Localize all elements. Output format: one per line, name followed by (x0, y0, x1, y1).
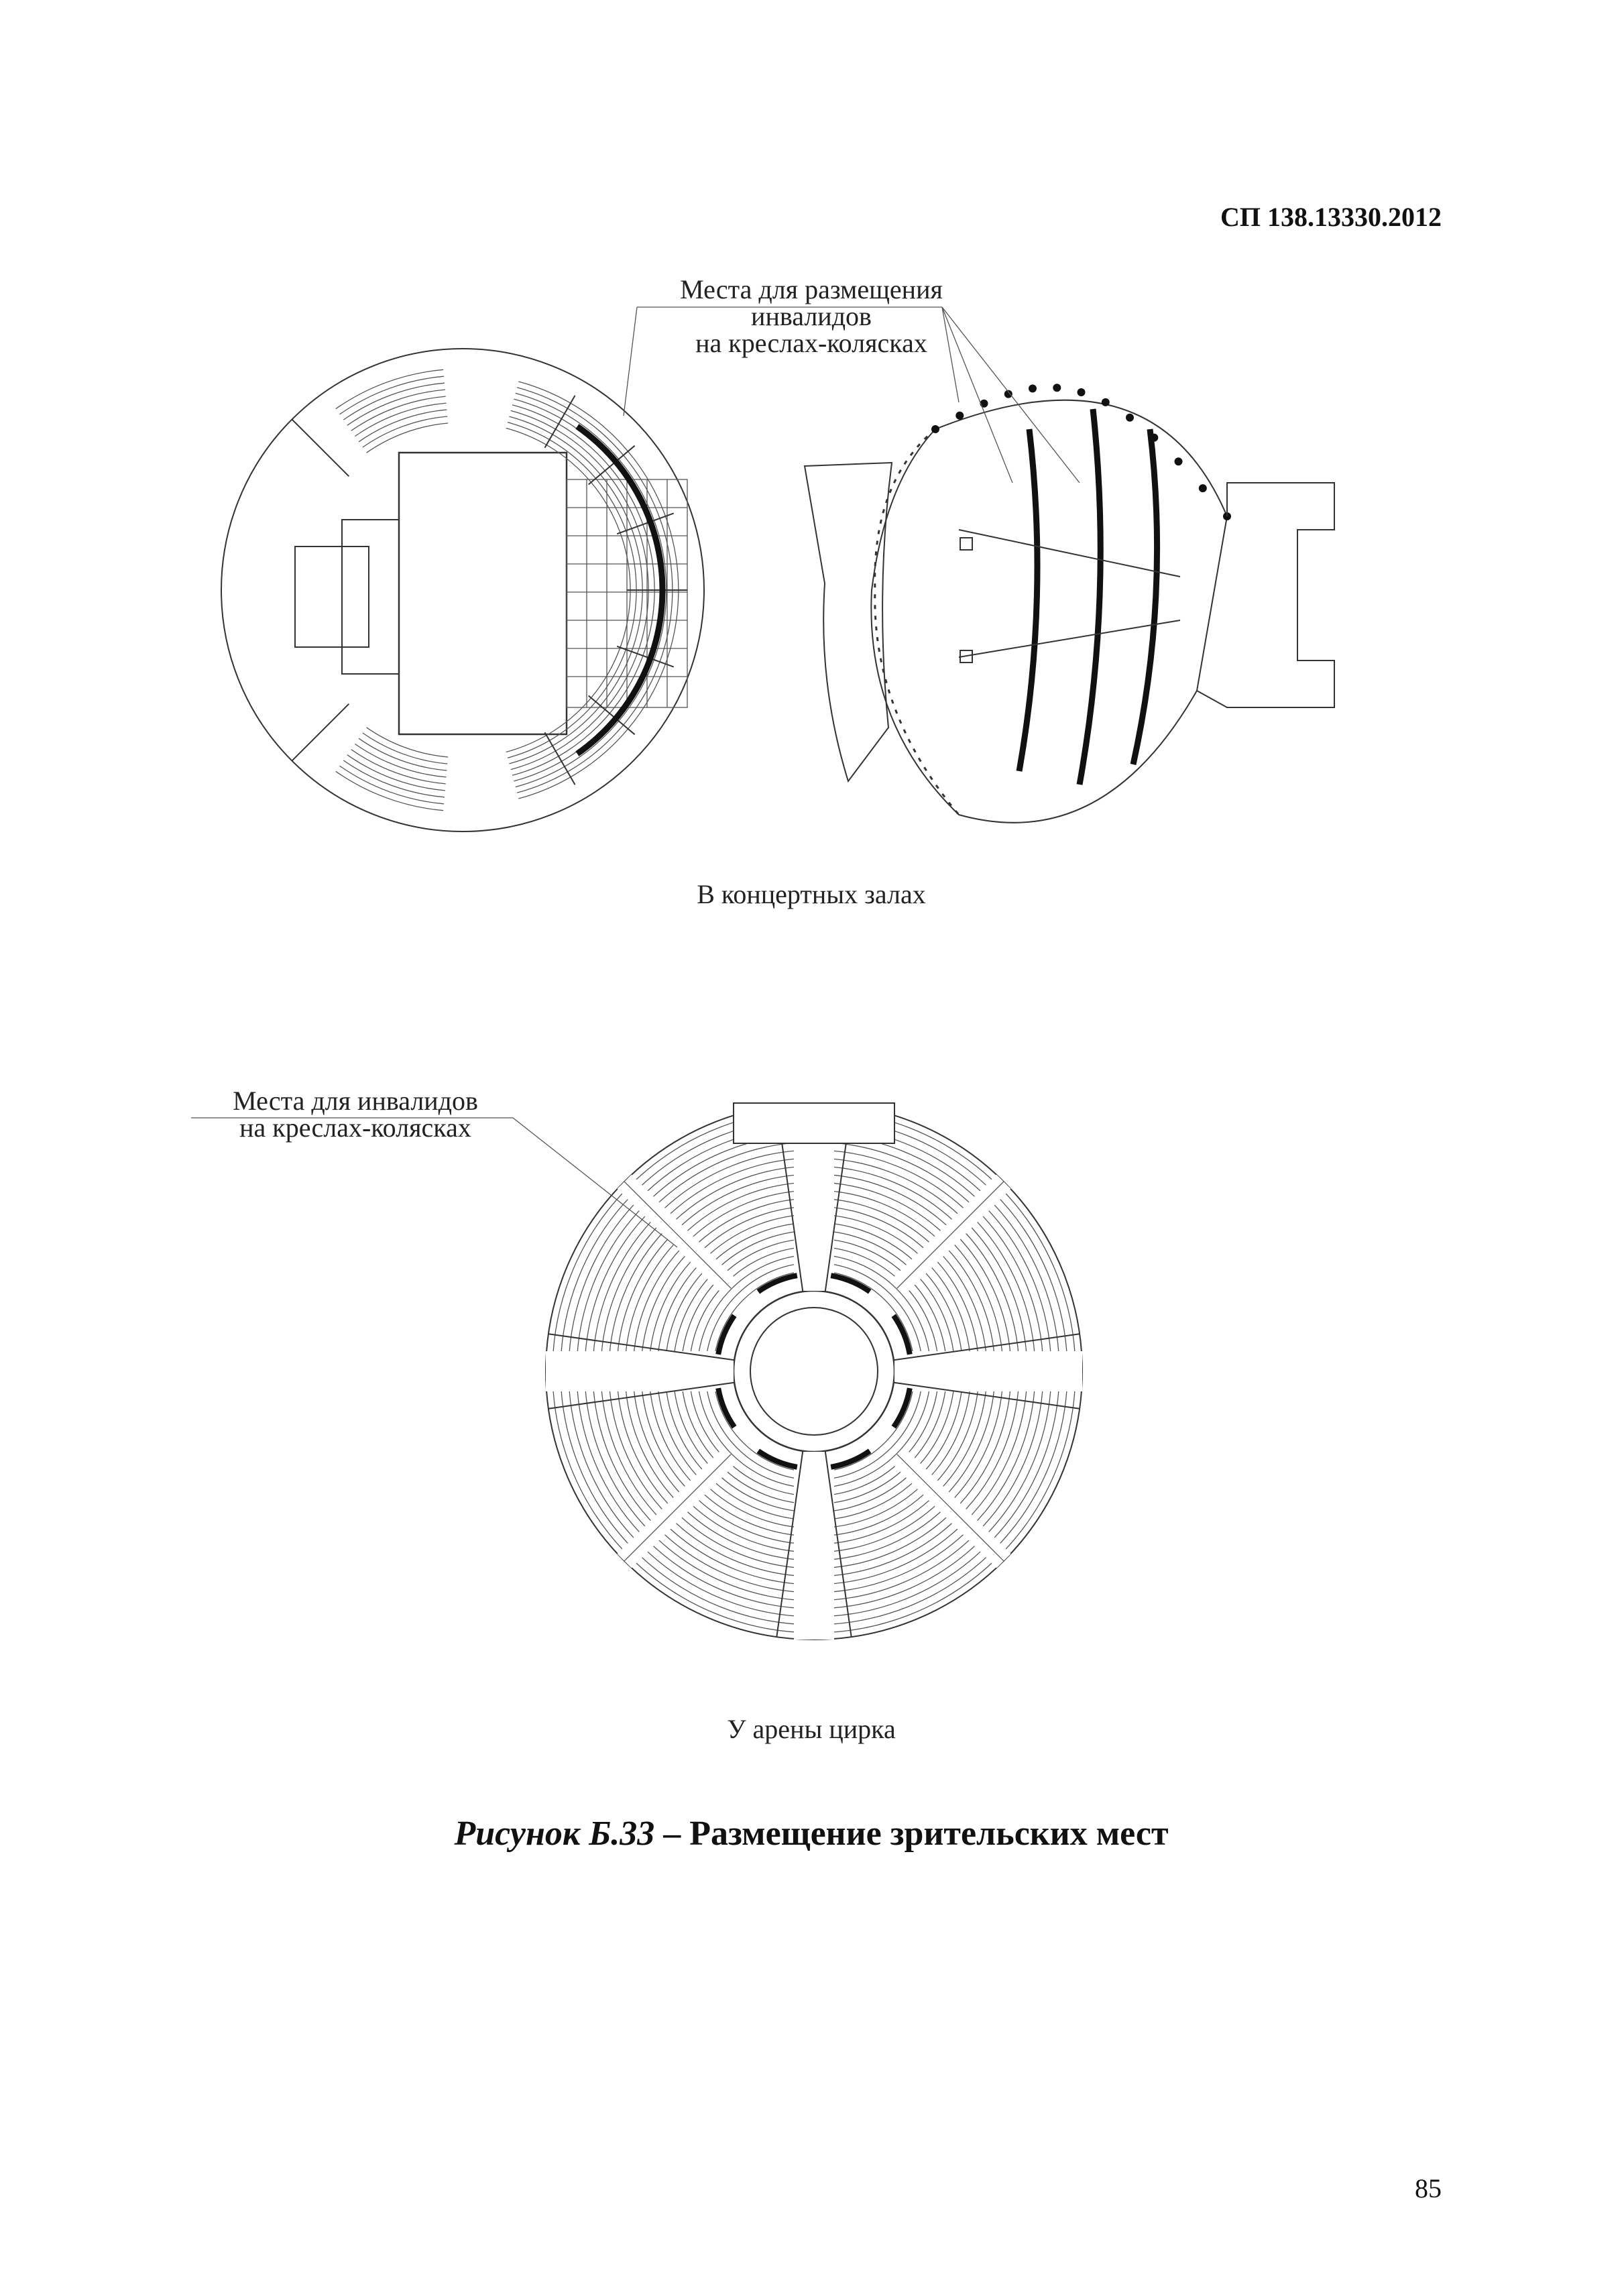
stage (805, 463, 892, 781)
radial-aisle-line (624, 1454, 731, 1561)
column (1175, 457, 1183, 465)
stage (399, 453, 567, 734)
column (1199, 484, 1207, 492)
hall-outline (871, 400, 1227, 823)
figure-title-dash: – (654, 1815, 690, 1853)
caption-circus-arena: У арены цирка (727, 1714, 896, 1744)
radial-aisle-line (897, 1454, 1004, 1561)
seating-row (367, 423, 449, 453)
circus-arena-plan (546, 1103, 1082, 1640)
radial-aisle-line (624, 1182, 731, 1288)
wheelchair-places (1019, 429, 1037, 771)
caption-concert-halls: В концертных залах (697, 879, 926, 909)
arena-ring (734, 1291, 894, 1452)
document-code: СП 138.13330.2012 (1220, 202, 1442, 232)
aisle (545, 732, 575, 785)
aisle (959, 530, 1180, 577)
column (931, 425, 939, 433)
wheelchair-places (1080, 409, 1100, 785)
concert-hall-fan-plan (805, 384, 1334, 823)
column (1029, 384, 1037, 392)
foyer-wing (1197, 483, 1334, 707)
column (1102, 398, 1110, 406)
page-number: 85 (1415, 2173, 1442, 2203)
callout-line: инвалидов (751, 301, 872, 331)
column (1150, 434, 1158, 442)
seating-row (343, 383, 445, 420)
exit-marker (960, 538, 972, 550)
column (1053, 384, 1061, 392)
figure-title (201, 1814, 1422, 1853)
callout-line: на креслах-колясках (695, 328, 927, 358)
column (980, 400, 988, 408)
figure-title-text: Размещение зрительских мест (689, 1815, 1169, 1853)
radial-aisle-line (897, 1182, 1004, 1288)
callout-wheelchair-places-concert (603, 276, 1019, 357)
entrance-wall (292, 419, 349, 476)
entrance-wall (292, 704, 349, 761)
stage-annex (342, 520, 399, 674)
callout-line: Места для инвалидов (233, 1086, 478, 1116)
callout-line: Места для размещения (680, 274, 943, 304)
stage-edge (875, 429, 959, 815)
column (1078, 388, 1086, 396)
concert-hall-round-plan (221, 349, 704, 831)
column (1126, 414, 1134, 422)
entrance-portal (734, 1103, 894, 1143)
callout-wheelchair-places-circus (194, 1088, 516, 1141)
seating-row (343, 760, 445, 797)
aisle (959, 620, 1180, 657)
wheelchair-places (1133, 429, 1157, 764)
figure-number: Рисунок Б.33 (454, 1815, 655, 1853)
callout-line: на креслах-колясках (239, 1112, 471, 1143)
column (955, 412, 964, 420)
aisle (545, 396, 575, 448)
stage-annex (295, 547, 369, 647)
